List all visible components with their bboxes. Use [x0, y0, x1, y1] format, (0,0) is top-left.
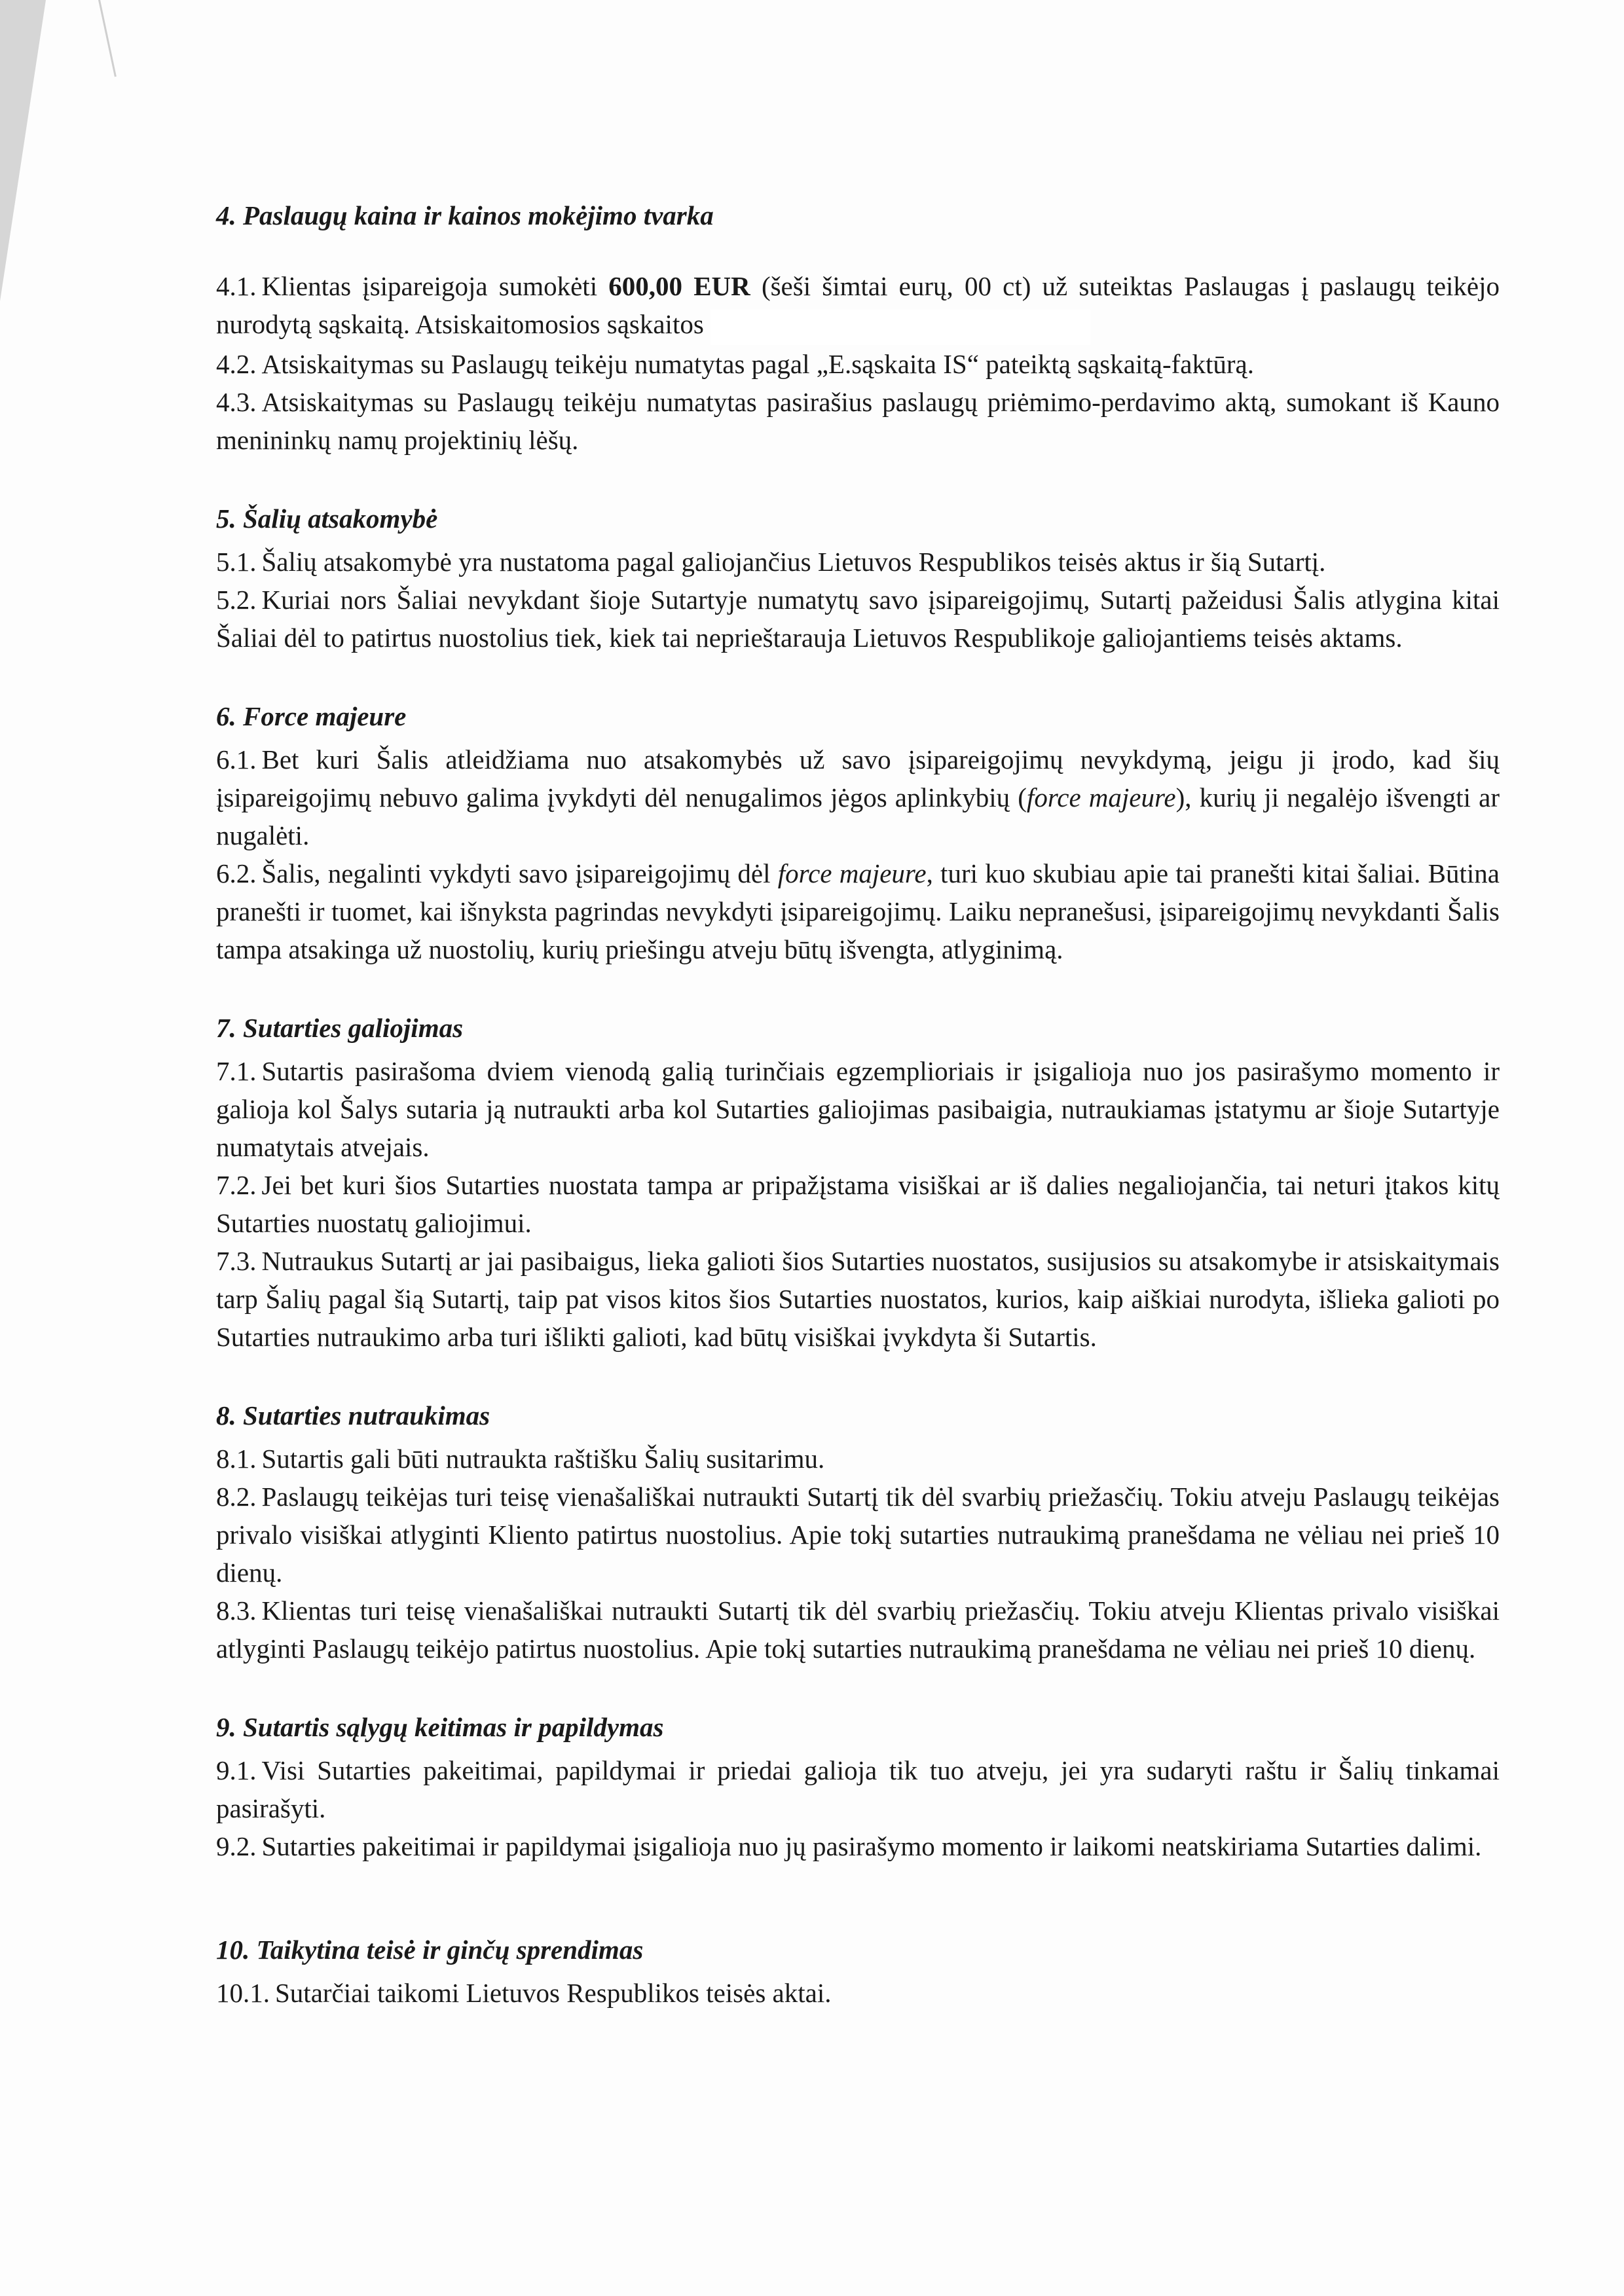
clause-7-1: 7.1. Sutartis pasirašoma dviem vienodą galią turinčiais egzemplioriais ir įsigalioja nuo jos pasirašymo momento ir galioja kol Šalys sutaria ją nutraukti arba kol Sutarties galiojimas pasibaigia, nutraukiamas įstatymu ar šioje Sutartyje numatytais atvejais. [216, 1055, 1500, 1162]
clause-9-2: 9.2. Sutarties pakeitimai ir papildymai įsigalioja nuo jų pasirašymo momento ir laikomi neatskiriama Sutarties dalimi. [216, 1831, 1482, 1861]
clause-7-3: 7.3. Nutraukus Sutartį ar jai pasibaigus, lieka galioti šios Sutarties nuostatos, susijusios su atsakomybe ir atsiskaitymais tarp Šalių pagal šią Sutartį, taip pat visos kitos šios Sutarties nuostatos, kurios, kaip aiškiai nurodyta, išlieka galioti po Sutarties nutraukimo arba turi išlikti galioti, kad būtų visiškai įvykdyta ši Sutartis. [216, 1245, 1500, 1352]
scan-crease [98, 0, 117, 77]
document-body [216, 196, 1500, 2052]
section-heading: 6. Force majeure [216, 701, 407, 731]
section-heading: 8. Sutarties nutraukimas [216, 1400, 490, 1430]
clause-4-1: 4.1. Klientas įsipareigoja sumokėti 600,00 EUR (šeši šimtai eurų, 00 ct) už suteiktas Paslaugas į paslaugų teikėjo nurodytą sąskaitą. Atsiskaitomosios sąskaitos [216, 267, 1500, 345]
clause-4-3: 4.3. Atsiskaitymas su Paslaugų teikėju numatytas pasirašius paslaugų priėmimo-perdavimo aktą, sumokant iš Kauno menininkų namų projektinių lėšų. [216, 386, 1500, 455]
section-8 [216, 1396, 1500, 1667]
scan-shadow [0, 0, 46, 301]
clause-4-2: 4.2. Atsiskaitymas su Paslaugų teikėju numatytas pagal „E.sąskaita IS“ pateiktą sąskaitą-faktūrą. [216, 348, 1254, 379]
clause-8-1: 8.1. Sutartis gali būti nutraukta raštišku Šalių susitarimu. [216, 1443, 825, 1474]
section-heading: 7. Sutarties galiojimas [216, 1012, 464, 1043]
clause-9-1: 9.1. Visi Sutarties pakeitimai, papildymai ir priedai galioja tik tuo atveju, jei yra sudaryti raštu ir Šalių tinkamai pasirašyti. [216, 1755, 1500, 1823]
section-7 [216, 1009, 1500, 1356]
redacted-account [710, 310, 1090, 345]
section-heading: 4. Paslaugų kaina ir kainos mokėjimo tvarka [216, 200, 714, 230]
section-10 [216, 1931, 1500, 2012]
section-6 [216, 697, 1500, 968]
section-heading: 9. Sutartis sąlygų keitimas ir papildymas [216, 1711, 664, 1742]
clause-6-2: 6.2. Šalis, negalinti vykdyti savo įsipareigojimų dėl force majeure, turi kuo skubiau apie tai pranešti kitai šaliai. Būtina pranešti ir tuomet, kai išnyksta pagrindas nevykdyti įsipareigojimų. Laiku nepranešusi, įsipareigojimų nevykdanti Šalis tampa atsakinga už nuostolių, kurių priešingu atveju būtų išvengta, atlyginimą. [216, 858, 1500, 964]
clause-10-1: 10.1. Sutarčiai taikomi Lietuvos Respublikos teisės aktai. [216, 1977, 832, 2008]
section-5 [216, 500, 1500, 657]
clause-5-1: 5.1. Šalių atsakomybė yra nustatoma pagal galiojančius Lietuvos Respublikos teisės aktus ir šią Sutartį. [216, 546, 1326, 577]
clause-8-3: 8.3. Klientas turi teisę vienašališkai nutraukti Sutartį tik dėl svarbių priežasčių. Tokiu atveju Klientas privalo visiškai atlyginti Paslaugų teikėjo patirtus nuostolius. Apie tokį sutarties nutraukimą pranešdama ne vėliau nei prieš 10 dienų. [216, 1595, 1500, 1664]
section-4 [216, 196, 1500, 459]
section-heading: 5. Šalių atsakomybė [216, 503, 438, 534]
section-9 [216, 1708, 1500, 1865]
price-amount: 600,00 EUR [608, 271, 750, 301]
clause-7-2: 7.2. Jei bet kuri šios Sutarties nuostata tampa ar pripažįstama visiškai ar iš dalies negaliojančia, tai neturi įtakos kitų Sutarties nuostatų galiojimui. [216, 1169, 1500, 1238]
clause-6-1: 6.1. Bet kuri Šalis atleidžiama nuo atsakomybės už savo įsipareigojimų nevykdymą, jeigu ji įrodo, kad šių įsipareigojimų nebuvo galima įvykdyti dėl nenugalimos jėgos aplinkybių (force majeure), kurių ji negalėjo išvengti ar nugalėti. [216, 744, 1500, 850]
clause-5-2: 5.2. Kuriai nors Šaliai nevykdant šioje Sutartyje numatytų savo įsipareigojimų, Sutartį pažeidusi Šalis atlygina kitai Šaliai dėl to patirtus nuostolius tiek, kiek tai neprieštarauja Lietuvos Respublikoje galiojantiems teisės aktams. [216, 584, 1500, 653]
clause-8-2: 8.2. Paslaugų teikėjas turi teisę vienašališkai nutraukti Sutartį tik dėl svarbių priežasčių. Tokiu atveju Paslaugų teikėjas privalo visiškai atlyginti Kliento patirtus nuostolius. Apie tokį sutarties nutraukimą pranešdama ne vėliau nei prieš 10 dienų. [216, 1481, 1500, 1588]
section-heading: 10. Taikytina teisė ir ginčų sprendimas [216, 1934, 644, 1965]
